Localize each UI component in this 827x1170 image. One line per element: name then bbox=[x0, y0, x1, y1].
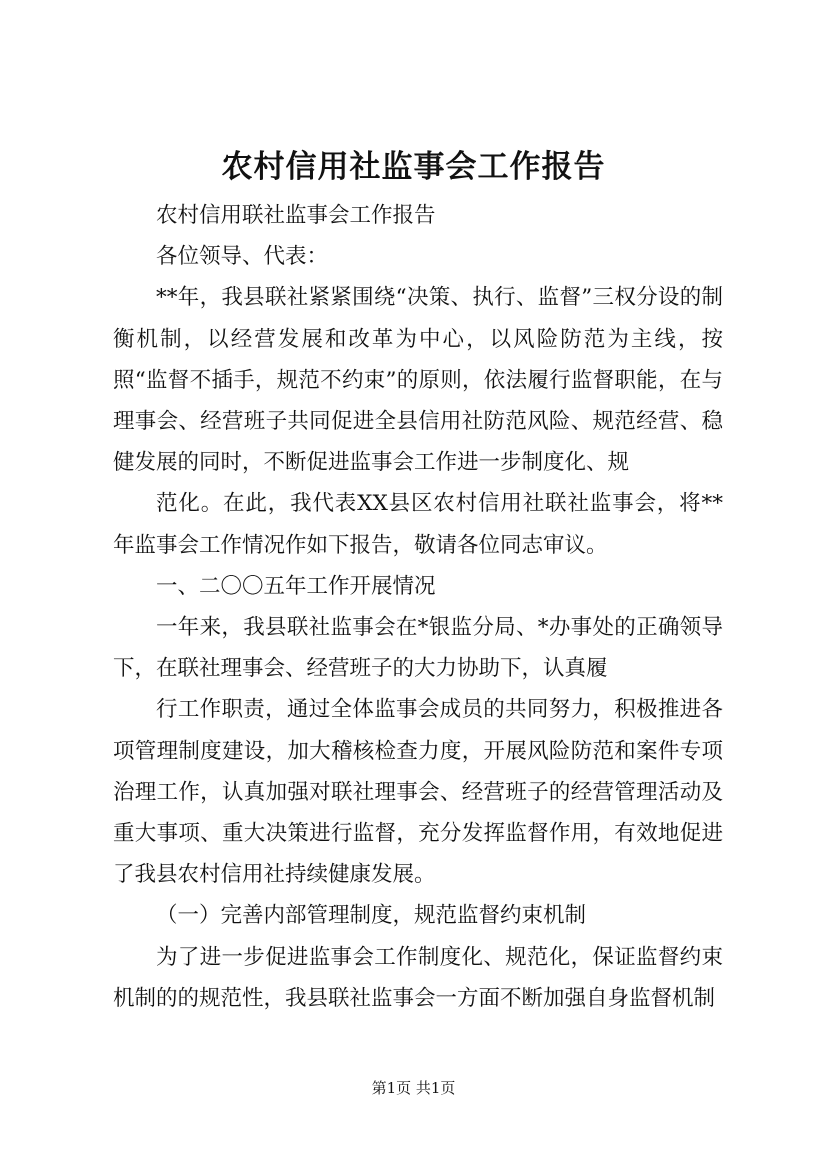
subsection-heading: （一）完善内部管理制度，规范监督约束机制 bbox=[156, 903, 587, 929]
body-paragraph: 为了进一步促进监事会工作制度化、规范化，保证监督约束机制的的规范性，我县联社监事会一方面不断加强自身监督机制 bbox=[113, 944, 723, 1011]
body-paragraph: **年，我县联社紧紧围绕“决策、执行、监督”三权分设的制衡机制，以经营发展和改革为中心，以风险防范为主线，按照“监督不插手，规范不约束”的原则，依法履行监督职能，在与理事会、经营班子共同促进全县信用社防范风险、规范经营、稳健发展的同时，不断促进监事会工作进一步制度化、规 bbox=[113, 285, 723, 476]
body-paragraph: 范化。在此，我代表XX县区农村信用社联社监事会，将**年监事会工作情况作如下报告，敬请各位同志审议。 bbox=[113, 491, 723, 558]
document-title: 农村信用社监事会工作报告 bbox=[221, 149, 606, 185]
page-footer: 第1页 共1页 bbox=[371, 1079, 456, 1097]
salutation-paragraph: 各位领导、代表： bbox=[156, 244, 329, 270]
section-heading: 一、二〇〇五年工作开展情况 bbox=[156, 573, 436, 599]
document-body bbox=[113, 195, 723, 1019]
body-paragraph: 行工作职责，通过全体监事会成员的共同努力，积极推进各项管理制度建设，加大稽核检查力度，开展风险防范和案件专项治理工作，认真加强对联社理事会、经营班子的经营管理活动及重大事项、重大决策进行监督，充分发挥监督作用，有效地促进了我县农村信用社持续健康发展。 bbox=[113, 697, 723, 888]
subtitle-paragraph: 农村信用联社监事会工作报告 bbox=[156, 203, 436, 228]
body-paragraph: 一年来，我县联社监事会在*银监分局、*办事处的正确领导下，在联社理事会、经营班子的大力协助下，认真履 bbox=[113, 615, 723, 682]
